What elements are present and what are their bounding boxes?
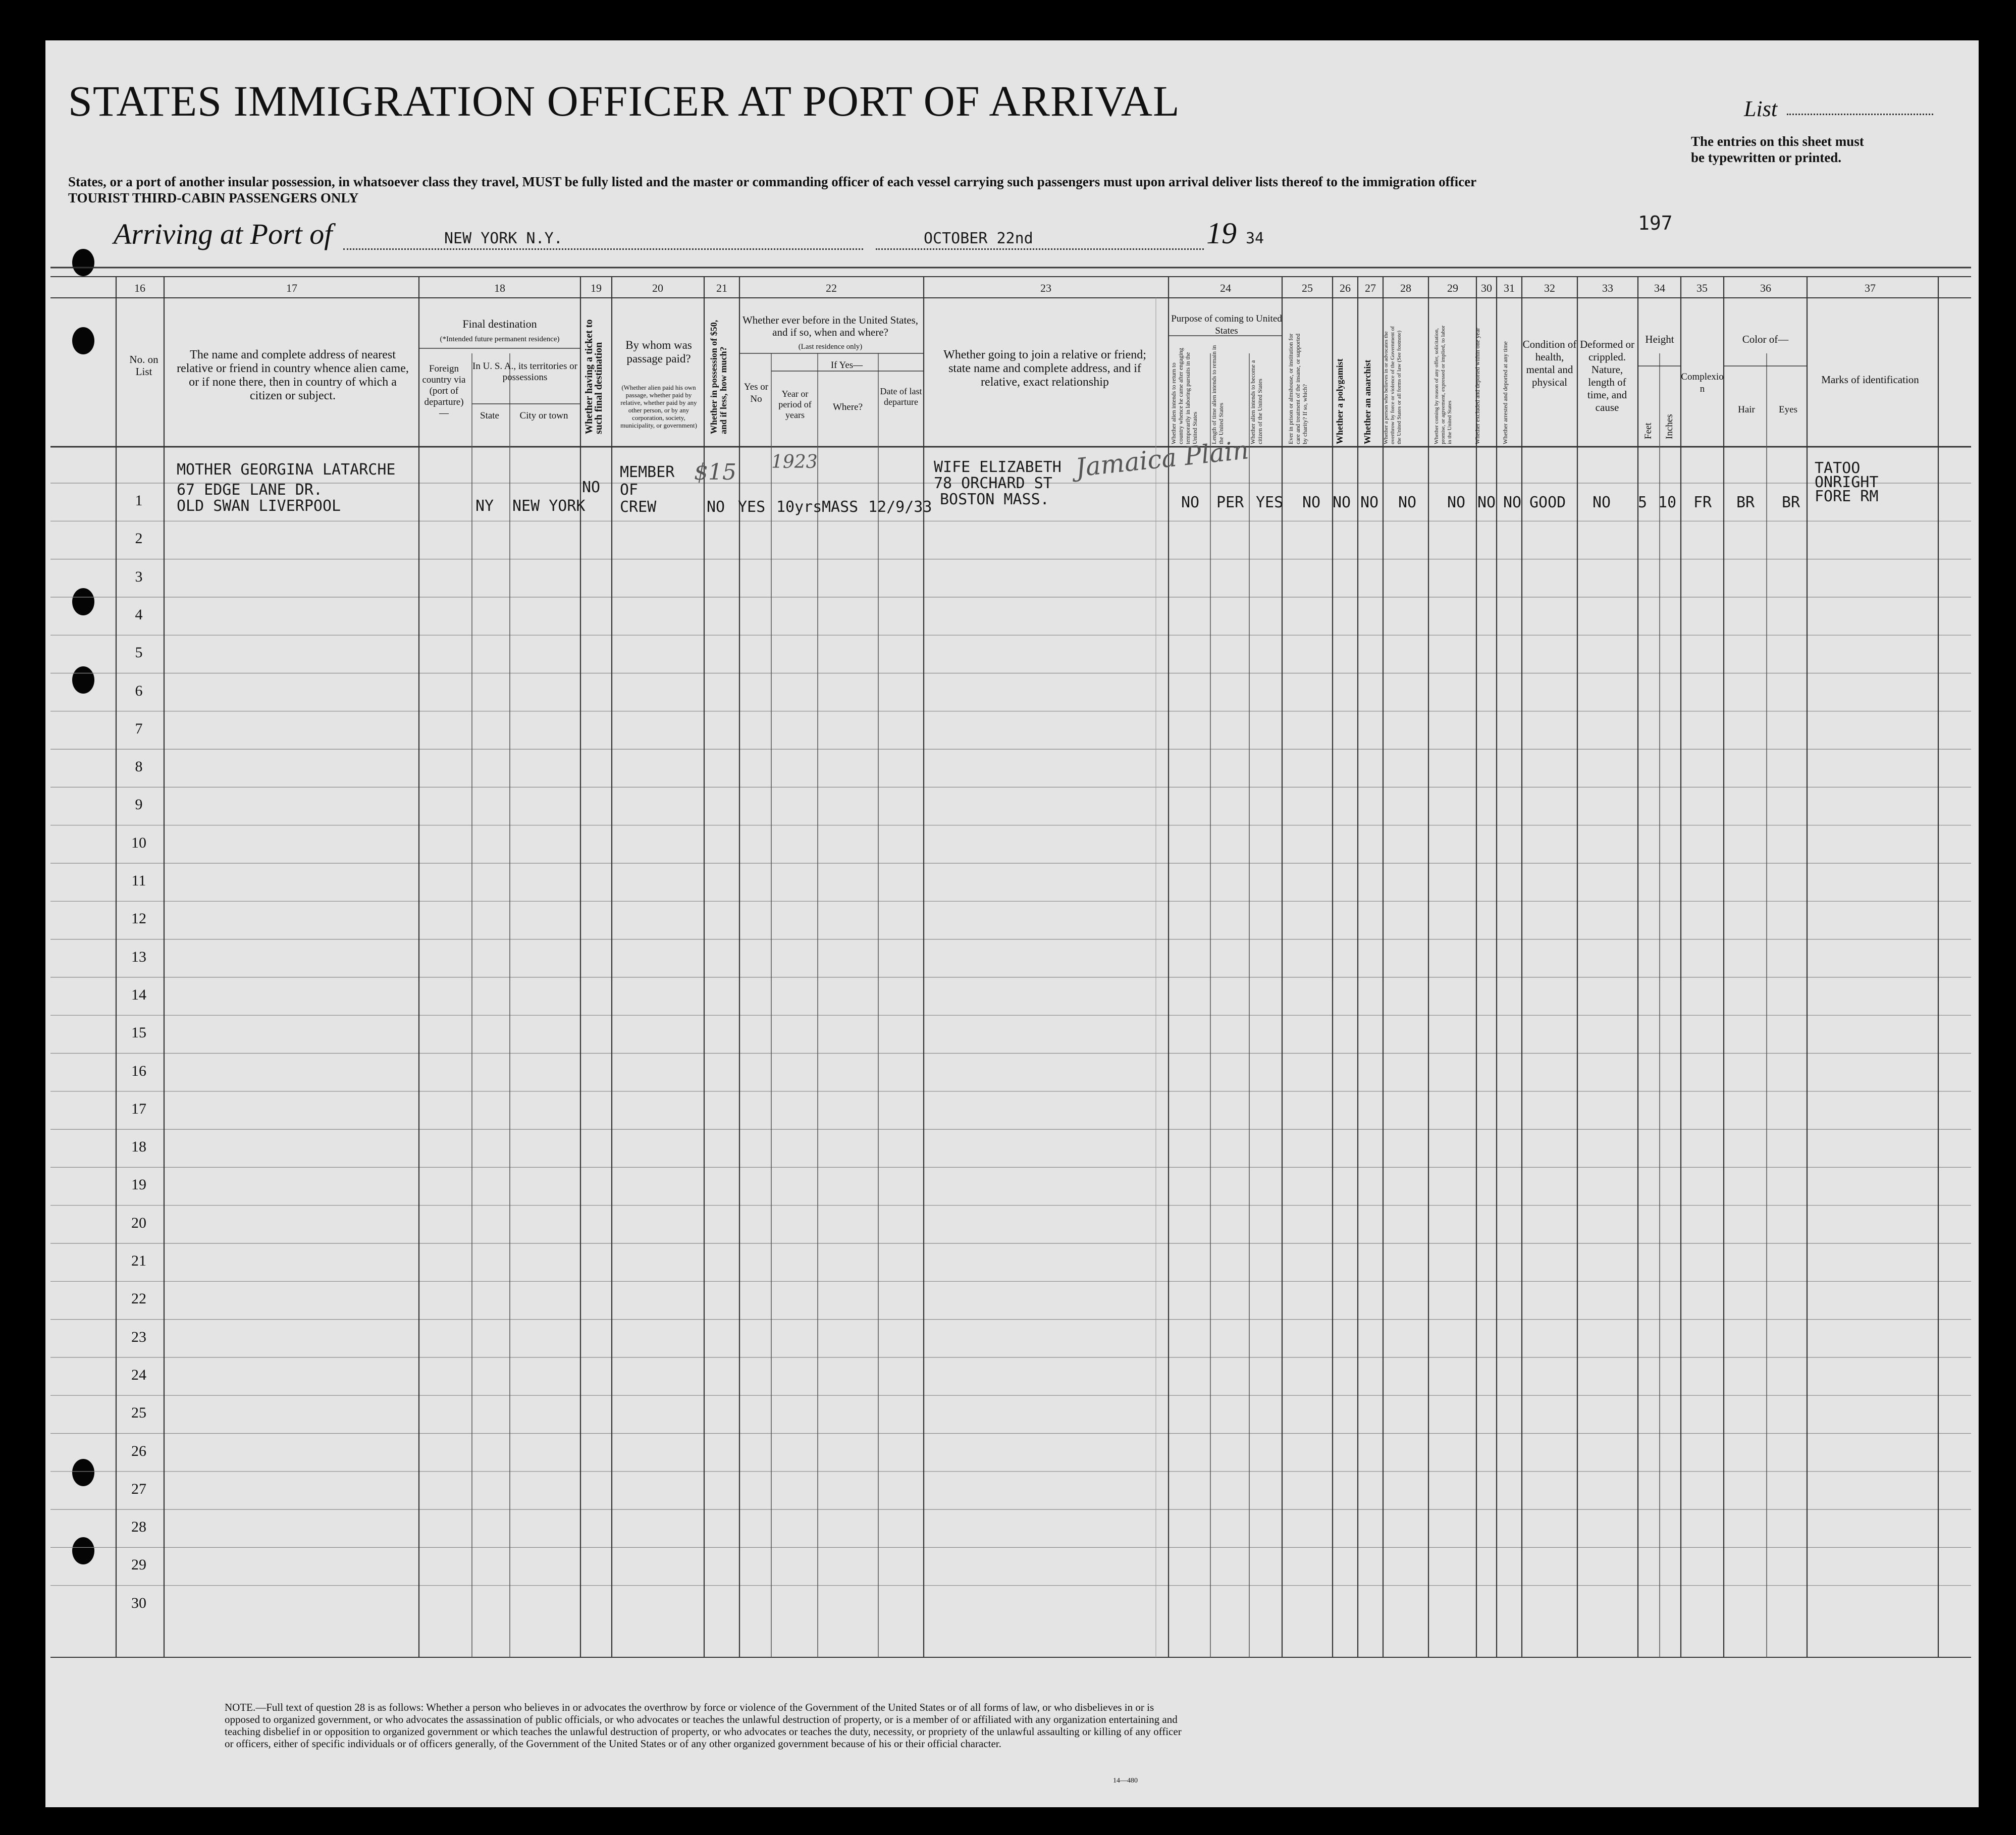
header-col28: Whether a person who believes in or advocates the overthrow by force or violence of the Government of the United States or all forms of law (See footnote)	[1383, 326, 1402, 444]
join-line-3: BOSTON MASS.	[940, 491, 1049, 508]
offer-value: NO	[1447, 494, 1466, 511]
overthrow-value: NO	[1398, 494, 1417, 511]
header-col22-title: Whether ever before in the United States, and if so, when and where?	[742, 314, 919, 338]
column-number: 18	[494, 282, 505, 294]
anarchist-value: NO	[1360, 494, 1379, 511]
years-handwritten: 1923	[771, 452, 818, 473]
header-col24-citizen: Whether alien intends to become a citizen of the United States	[1249, 360, 1263, 444]
entries-note: be typewritten or printed.	[1691, 150, 1841, 165]
complexion-value: FR	[1693, 494, 1712, 511]
column-number: 16	[134, 282, 145, 294]
header-col18-usa: In U. S. A., its territories or possessions	[472, 361, 577, 383]
join-line-2: 78 ORCHARD ST	[934, 475, 1052, 492]
row-number: 10	[131, 834, 146, 851]
row-number: 24	[131, 1366, 146, 1383]
passenger-class-line: TOURIST THIRD-CABIN PASSENGERS ONLY	[68, 190, 359, 205]
column-number: 28	[1400, 282, 1411, 294]
row-number: 12	[131, 910, 146, 927]
header-col26: Whether a polygamist	[1335, 358, 1345, 444]
column-number: 35	[1696, 282, 1708, 294]
prison-value: NO	[1302, 494, 1321, 511]
header-col22-yesno: Yes or No	[744, 382, 769, 404]
height-feet: 5	[1638, 494, 1648, 511]
where-value: MASS	[822, 498, 859, 516]
header-col35: Complexion	[1681, 372, 1724, 394]
row-number: 5	[135, 644, 143, 661]
row-number: 19	[131, 1176, 146, 1193]
row-number: 23	[131, 1328, 146, 1345]
height-inches: 10	[1658, 494, 1677, 511]
citizen-value: YES	[1256, 494, 1284, 511]
header-col18-sub: (*Intended future permanent residence)	[440, 335, 560, 343]
column-number: 34	[1654, 282, 1665, 294]
column-number: 22	[826, 282, 837, 294]
row-number: 6	[135, 682, 143, 699]
row-number: 17	[131, 1100, 146, 1117]
header-col18-foreign: Foreign country via (port of departure)—	[422, 363, 466, 418]
header-col18-city: City or town	[519, 410, 568, 421]
marks-line-2: ONRIGHT	[1815, 474, 1879, 491]
header-col25: Ever in prison or almshouse, or institution for care and treatment of the insane, or supported by charity? If so, which?	[1287, 333, 1308, 444]
row-number: 3	[135, 568, 143, 585]
header-col22-sub: (Last residence only)	[798, 343, 863, 351]
row-number: 21	[131, 1252, 146, 1269]
header-col22-date: Date of last departure	[880, 386, 922, 407]
column-number: 23	[1040, 282, 1051, 294]
relative-line-1: MOTHER GEORGINA LATARCHE	[177, 461, 396, 479]
entries-note: The entries on this sheet must	[1691, 134, 1864, 149]
row-number: 1	[135, 492, 143, 509]
passage-paid-line-1: MEMBER	[620, 463, 675, 481]
header-col22-where: Where?	[832, 402, 863, 412]
passage-paid-line-3: CREW	[620, 498, 657, 516]
row-number: 27	[131, 1480, 146, 1497]
departure-date: 12/9/33	[868, 498, 932, 516]
ticket-value: NO	[582, 479, 601, 496]
return-value: NO	[1181, 494, 1200, 511]
form-title: STATES IMMIGRATION OFFICER AT PORT OF ARRIVAL	[68, 77, 1180, 125]
row-number: 26	[131, 1442, 146, 1459]
header-col37: Marks of identification	[1821, 374, 1919, 386]
row-number: 14	[131, 986, 146, 1003]
length-stay-value: PER	[1216, 494, 1244, 511]
column-number: 17	[286, 282, 297, 294]
header-col23: Whether going to join a relative or friend; state name and complete address, and if relative, exact relationship	[943, 348, 1146, 389]
column-number: 36	[1760, 282, 1771, 294]
arriving-label: Arriving at Port of	[114, 218, 333, 250]
row-number: 30	[131, 1594, 146, 1611]
destination-city: NEW YORK	[512, 497, 586, 515]
header-col32: Condition of health, mental and physical	[1522, 338, 1577, 388]
header-col18-state: State	[480, 410, 499, 421]
column-number: 26	[1340, 282, 1351, 294]
row-number: 29	[131, 1556, 146, 1574]
year-prefix: 19	[1206, 217, 1237, 250]
header-col16: No. on List	[129, 353, 158, 378]
hair-value: BR	[1736, 494, 1755, 511]
header-col33: Deformed or crippled. Nature, length of time, and cause	[1580, 338, 1634, 413]
header-col22-year: Year or period of years	[778, 389, 812, 420]
header-col22-ifyes: If Yes—	[830, 360, 863, 371]
column-number: 25	[1302, 282, 1313, 294]
row-number: 16	[131, 1062, 146, 1079]
row-number: 8	[135, 758, 143, 775]
year-value: 34	[1246, 230, 1264, 247]
eyes-value: BR	[1782, 494, 1800, 511]
money-handwritten: $15	[694, 459, 736, 485]
header-col21: Whether in possession of $50, and if less, how much?	[709, 320, 728, 434]
deformed-value: NO	[1593, 494, 1611, 511]
header-col20-title: By whom was passage paid?	[625, 339, 692, 365]
before-yes-no: YES	[738, 498, 766, 516]
column-number: 24	[1220, 282, 1231, 294]
column-number: 21	[716, 282, 727, 294]
list-label: List	[1744, 96, 1778, 121]
excluded-value: NO	[1477, 494, 1496, 511]
marks-line-1: TATOO	[1815, 459, 1861, 477]
polygamist-value: NO	[1333, 494, 1351, 511]
header-col29: Whether coming by reason of any offer, solicitation, promise, or agreement, expressed or implied, to labor in the United States	[1434, 325, 1453, 444]
header-col19: Whether having a ticket to such final destination	[583, 319, 604, 434]
row-number: 15	[131, 1024, 146, 1041]
column-number: 32	[1544, 282, 1555, 294]
column-number: 31	[1504, 282, 1515, 294]
row-number: 7	[135, 720, 143, 737]
row-number: 25	[131, 1404, 146, 1422]
header-col34-inches: Inches	[1664, 414, 1675, 439]
form-code: 14—480	[1113, 1777, 1138, 1785]
money-value: NO	[707, 498, 725, 516]
marks-line-3: FORE RM	[1815, 488, 1879, 505]
column-number: 20	[652, 282, 663, 294]
row-number: 22	[131, 1290, 146, 1307]
header-col24-length: Length of time alien intends to remain in the United States	[1210, 345, 1225, 444]
date-value: OCTOBER 22nd	[924, 230, 1033, 247]
header-col36-title: Color of—	[1742, 333, 1789, 345]
header-col36-eyes: Eyes	[1779, 404, 1797, 415]
column-number: 33	[1602, 282, 1613, 294]
column-number: 27	[1365, 282, 1376, 294]
row-number: 2	[135, 530, 143, 547]
column-number: 19	[591, 282, 602, 294]
header-col24-return: Whether alien intends to return to country whence he came after engaging temporarily in laboring pursuits in the United States	[1170, 348, 1198, 444]
header-col24-title: Purpose of coming to United States	[1171, 313, 1282, 336]
column-number: 37	[1865, 282, 1876, 294]
header-col36-hair: Hair	[1738, 404, 1755, 415]
destination-state: NY	[475, 497, 494, 515]
join-line-1: WIFE ELIZABETH	[934, 458, 1062, 476]
row-number: 28	[131, 1518, 146, 1536]
header-col17: The name and complete address of nearest relative or friend in country whence alien came, or if none there, then in country of which a citizen or subject.	[177, 348, 409, 402]
row-number: 11	[131, 872, 146, 889]
instructions-line: States, or a port of another insular possession, in whatsoever class they travel, MUST be fully listed and the master or commanding officer of each vessel carrying such passengers must upon arrival deliver lists thereof to the immigration officer	[68, 174, 1477, 189]
header-col20-sub: (Whether alien paid his own passage, whether paid by relative, whether paid by any other person, or by any corporation, society, municipality, or government)	[620, 384, 697, 429]
port-value: NEW YORK N.Y.	[444, 230, 563, 247]
row-number: 13	[131, 948, 146, 965]
page-number: 197	[1638, 212, 1673, 234]
row-number: 18	[131, 1138, 146, 1156]
header-col27: Whether an anarchist	[1362, 359, 1372, 444]
relative-line-3: OLD SWAN LIVERPOOL	[177, 497, 341, 515]
relative-line-2: 67 EDGE LANE DR.	[177, 481, 323, 499]
row-number: 9	[135, 796, 143, 813]
header-col18-title: Final destination	[462, 318, 537, 330]
join-handwritten: Jamaica Plain	[1074, 435, 1250, 483]
passage-paid-line-2: OF	[620, 481, 639, 499]
column-number: 30	[1481, 282, 1492, 294]
row-number: 20	[131, 1214, 146, 1231]
arrested-value: NO	[1503, 494, 1522, 511]
column-number: 29	[1447, 282, 1458, 294]
health-value: GOOD	[1529, 494, 1566, 511]
header-col34-title: Height	[1645, 333, 1674, 345]
header-col30: Whether excluded and deported within one year	[1474, 328, 1481, 444]
years-value: 10yrs	[776, 498, 822, 516]
row-number: 4	[135, 606, 143, 623]
header-col31: Whether arrested and deported at any time	[1502, 341, 1509, 444]
footnote: NOTE.—Full text of question 28 is as follows: Whether a person who believes in or advocates the overthrow by force or violence of the Government of the United States or of all forms of law, or who disbelieves in or is opposed to organized government, or who advocates the assassination of public officials, or who advocates or teaches the unlawful destruction of property, or is a member of or affiliated with any organization entertaining and teaching disbelief in or opposition to organized government or which teaches the unlawful destruction of property, or who advocates or teaches the duty, necessity, or propriety of the unlawful assaulting or killing of any officer or officers, either of specific individuals or of officers generally, of the Government of the United States or of any other organized government because of his or their official character.	[225, 1701, 1182, 1750]
header-col34-feet: Feet	[1643, 423, 1654, 439]
